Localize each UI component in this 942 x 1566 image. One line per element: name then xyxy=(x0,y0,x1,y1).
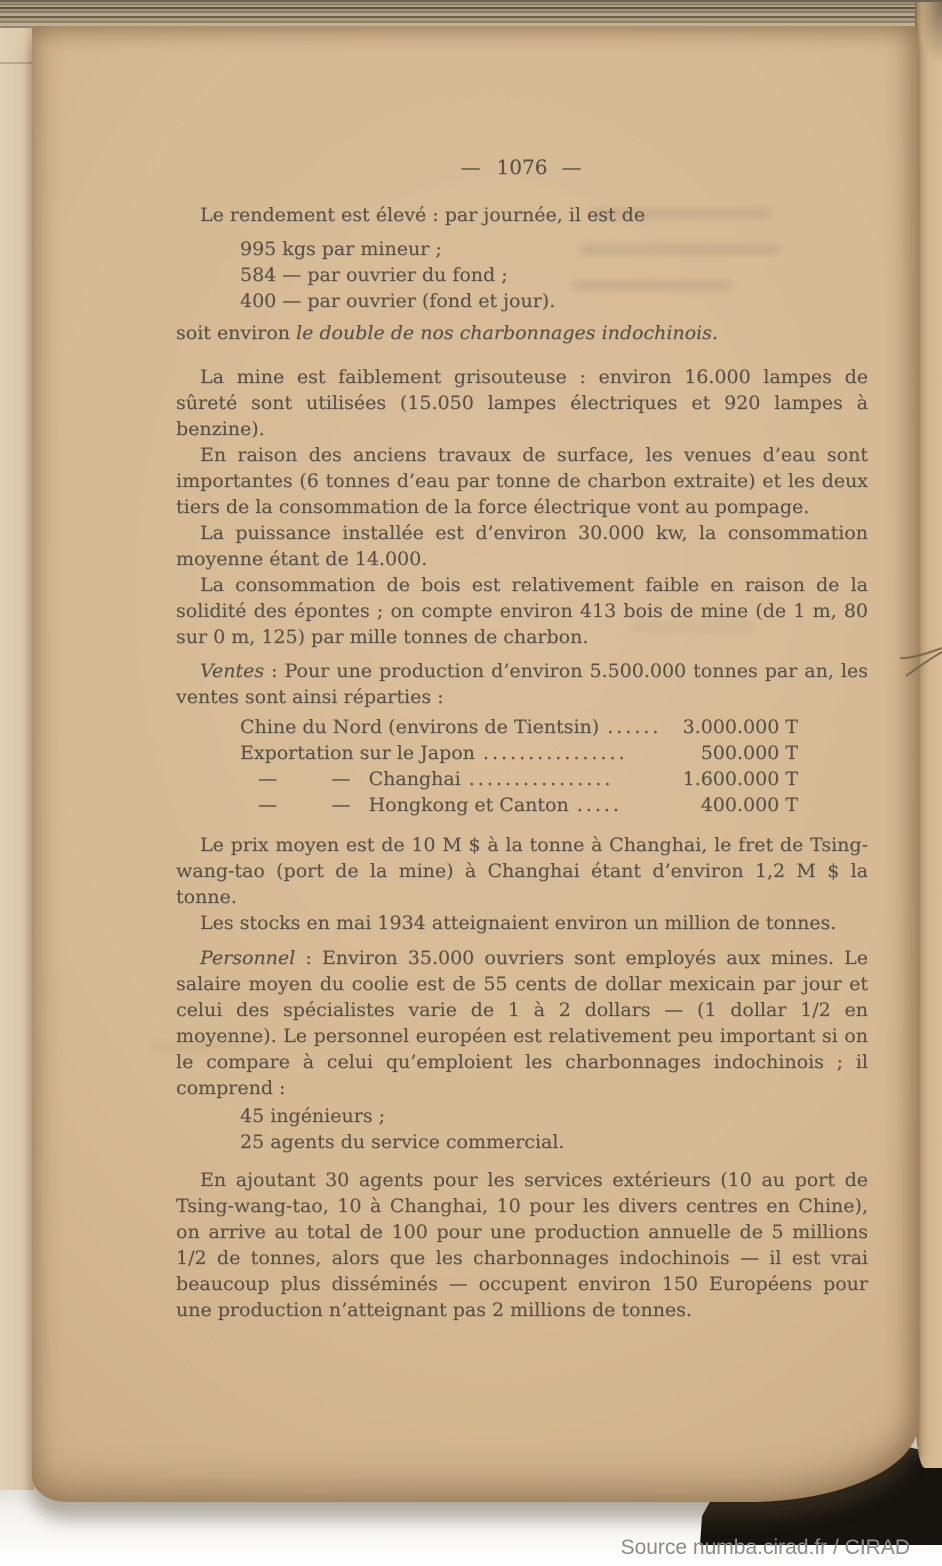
yield-item: 995 kgs par mineur ; xyxy=(240,238,442,260)
dot-leader: ..... xyxy=(576,794,622,816)
sales-destination: Exportation sur le Japon xyxy=(240,742,475,764)
sales-tonnage: 1.600.000 T xyxy=(682,768,798,790)
dot-leader: ................ xyxy=(482,742,628,764)
staff-item: 25 agents du service commercial. xyxy=(240,1131,565,1153)
sales-destination: Chine du Nord (environs de Tientsin) xyxy=(240,716,600,738)
page-edge-line xyxy=(0,62,34,64)
source-watermark: Source numba.cirad.fr / CIRAD xyxy=(620,1536,910,1559)
document-page xyxy=(32,26,918,1502)
paragraph-final: En ajoutant 30 agents pour les services extérieurs (10 au port de Tsing-wang-tao, 10 à Changhai, 10 pour les divers centres en Chine), on arrive au total de 100 pour une production annuelle de 5 millions 1/2 de tonnes, alors que les charbonnages indochinois — il est vrai beaucoup plus disséminés — occupent environ 150 Européens pour une production n’atteignant pas 2 millions de tonnes. xyxy=(176,1169,868,1321)
sales-table xyxy=(176,714,798,818)
paragraph-stocks: Les stocks en mai 1934 atteignaient environ un million de tonnes. xyxy=(200,912,837,934)
sales-destination: — — Hongkong et Canton xyxy=(240,794,569,816)
personnel-label: Personnel xyxy=(200,947,296,969)
adjacent-page-edge xyxy=(915,2,942,1468)
page-curl-shadow xyxy=(915,2,942,92)
sales-row xyxy=(176,714,798,740)
sales-tonnage: 3.000.000 T xyxy=(682,716,798,738)
ventes-label: Ventes xyxy=(200,660,265,682)
paragraph-soit xyxy=(176,320,868,346)
personnel-rest: : Environ 35.000 ouvriers sont employés aux mines. Le salaire moyen du coolie est de 55 cents de dollar mexicain par jour et celui des spécialistes varie de 1 à 2 dollars — (1 dollar 1/2 en moyenne). Le personnel européen est relativement peu important si on le compare à celui qu’emploient les charbonnages indochinois ; il comprend : xyxy=(176,947,868,1099)
sales-row xyxy=(176,766,798,792)
ventes-rest: : Pour une production d’environ 5.500.000 tonnes par an, les ventes sont ainsi réparties : xyxy=(176,660,868,708)
sales-row xyxy=(176,792,798,818)
paragraph-prix: Le prix moyen est de 10 M $ à la tonne à Changhai, le fret de Tsing-wang-tao (port de la mine) à Changhai étant d’environ 1,2 M $ la tonne. xyxy=(176,834,868,908)
paragraph-mine: La mine est faiblement grisouteuse : environ 16.000 lampes de sûreté sont utilisées (15.050 lampes électriques et 920 lampes à benzine). xyxy=(176,366,868,440)
soit-italic: le double de nos charbonnages indochinois. xyxy=(296,322,718,344)
dot-leader: ................ xyxy=(468,768,614,790)
paragraph-rendement: Le rendement est élevé : par journée, il est de xyxy=(200,204,646,226)
paragraph-bois: La consommation de bois est relativement faible en raison de la solidité des épontes ; on compte environ 413 bois de mine (de 1 m, 80 sur 0 m, 125) par mille tonnes de charbon. xyxy=(176,574,868,648)
sales-tonnage: 400.000 T xyxy=(700,794,798,816)
dot-leader: ...... xyxy=(607,716,662,738)
staff-item: 45 ingénieurs ; xyxy=(240,1105,386,1127)
paragraph-eau: En raison des anciens travaux de surface, les venues d’eau sont importantes (6 tonnes d’eau par tonne de charbon extraite) et les deux tiers de la consommation de la force électrique vont au pompage. xyxy=(176,444,868,518)
page-stack-edges xyxy=(0,0,942,28)
soit-prefix: soit environ xyxy=(176,322,297,344)
sales-destination: — — Changhai xyxy=(240,768,461,790)
yield-item: 400 — par ouvrier (fond et jour). xyxy=(240,290,556,312)
page-number: 1076 xyxy=(496,155,548,179)
header-dash-left: — xyxy=(460,155,483,179)
underlying-page-edge xyxy=(0,28,34,1490)
sales-row xyxy=(176,740,798,766)
paragraph-puissance: La puissance installée est d’environ 30.000 kw, la consommation moyenne étant de 14.000. xyxy=(176,522,868,570)
text-column xyxy=(176,26,868,1323)
paragraph-ventes xyxy=(176,658,868,710)
handwritten-pen-mark xyxy=(893,628,942,680)
header-dash-right: — xyxy=(561,155,584,179)
paragraph-personnel xyxy=(176,945,868,1101)
sales-tonnage: 500.000 T xyxy=(700,742,798,764)
page-number-header xyxy=(176,154,868,180)
staff-list xyxy=(176,1103,868,1155)
yield-list xyxy=(176,236,868,314)
yield-item: 584 — par ouvrier du fond ; xyxy=(240,264,508,286)
